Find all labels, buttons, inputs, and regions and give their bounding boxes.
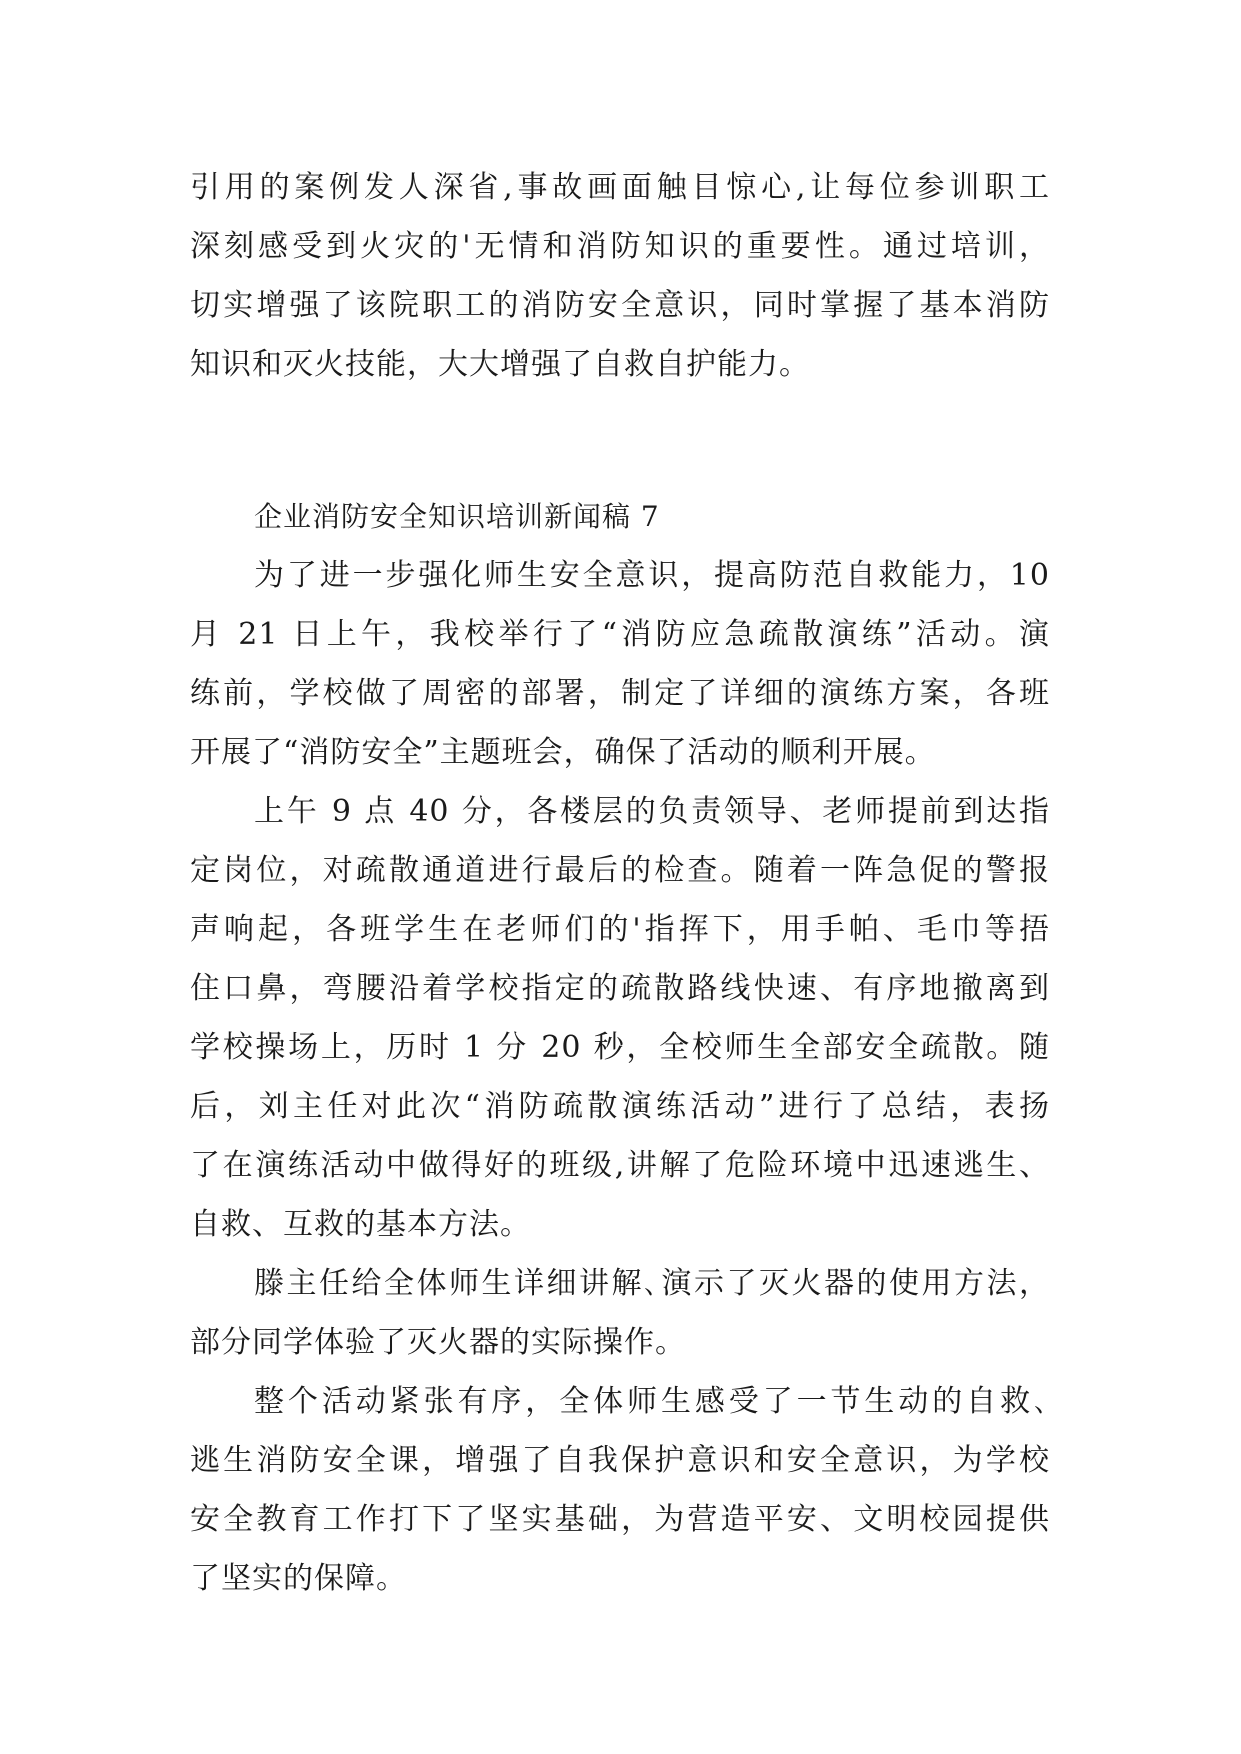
paragraph-2-line-1: 上午 9 点 40 分，各楼层的负责领导、老师提前到达指 bbox=[254, 794, 1050, 829]
paragraph-2-line-7: 了在演练活动中做得好的班级,讲解了危险环境中迅速逃生、 bbox=[190, 1148, 1050, 1183]
paragraph-2 bbox=[190, 782, 1050, 1254]
paragraph-2-line-6: 后，刘主任对此次“消防疏散演练活动”进行了总结，表扬 bbox=[190, 1089, 1050, 1124]
paragraph-2-line-2: 定岗位，对疏散通道进行最后的检查。随着一阵急促的警报 bbox=[190, 853, 1050, 888]
paragraph-2-line-5: 学校操场上，历时 1 分 20 秒，全校师生全部安全疏散。随 bbox=[190, 1030, 1050, 1065]
paragraph-3-line-2: 部分同学体验了灭火器的实际操作。 bbox=[190, 1325, 686, 1360]
section-title: 企业消防安全知识培训新闻稿 7 bbox=[254, 500, 660, 533]
section-spacer bbox=[190, 394, 1050, 487]
paragraph-1 bbox=[190, 546, 1050, 782]
document-body bbox=[190, 158, 1050, 1608]
paragraph-1-line-2: 月 21 日上午，我校举行了“消防应急疏散演练”活动。演 bbox=[190, 617, 1050, 652]
paragraph-4-line-3: 安全教育工作打下了坚实基础，为营造平安、文明校园提供 bbox=[190, 1502, 1050, 1537]
intro-line-4: 知识和灭火技能，大大增强了自救自护能力。 bbox=[190, 347, 810, 382]
intro-line-2: 深刻感受到火灾的'无情和消防知识的重要性。通过培训， bbox=[190, 229, 1050, 264]
paragraph-1-line-4: 开展了“消防安全”主题班会，确保了活动的顺利开展。 bbox=[190, 735, 936, 770]
paragraph-2-line-8: 自救、互救的基本方法。 bbox=[190, 1207, 531, 1242]
intro-paragraph bbox=[190, 158, 1050, 394]
paragraph-2-line-3: 声响起，各班学生在老师们的'指挥下，用手帕、毛巾等捂 bbox=[190, 912, 1050, 947]
paragraph-1-line-3: 练前，学校做了周密的部署，制定了详细的演练方案，各班 bbox=[190, 676, 1050, 711]
intro-line-1: 引用的案例发人深省,事故画面触目惊心,让每位参训职工 bbox=[190, 170, 1050, 205]
paragraph-4-line-4: 了坚实的保障。 bbox=[190, 1561, 407, 1596]
intro-line-3: 切实增强了该院职工的消防安全意识，同时掌握了基本消防 bbox=[190, 288, 1050, 323]
paragraph-4-line-2: 逃生消防安全课，增强了自我保护意识和安全意识，为学校 bbox=[190, 1443, 1050, 1478]
paragraph-4-line-1: 整个活动紧张有序，全体师生感受了一节生动的自救､ bbox=[254, 1384, 1050, 1419]
paragraph-1-line-1: 为了进一步强化师生安全意识，提高防范自救能力，10 bbox=[254, 558, 1050, 593]
paragraph-3 bbox=[190, 1254, 1050, 1372]
paragraph-4 bbox=[190, 1372, 1050, 1608]
paragraph-3-line-1: 滕主任给全体师生详细讲解､演示了灭火器的使用方法， bbox=[254, 1266, 1050, 1301]
paragraph-2-line-4: 住口鼻，弯腰沿着学校指定的疏散路线快速、有序地撤离到 bbox=[190, 971, 1050, 1006]
